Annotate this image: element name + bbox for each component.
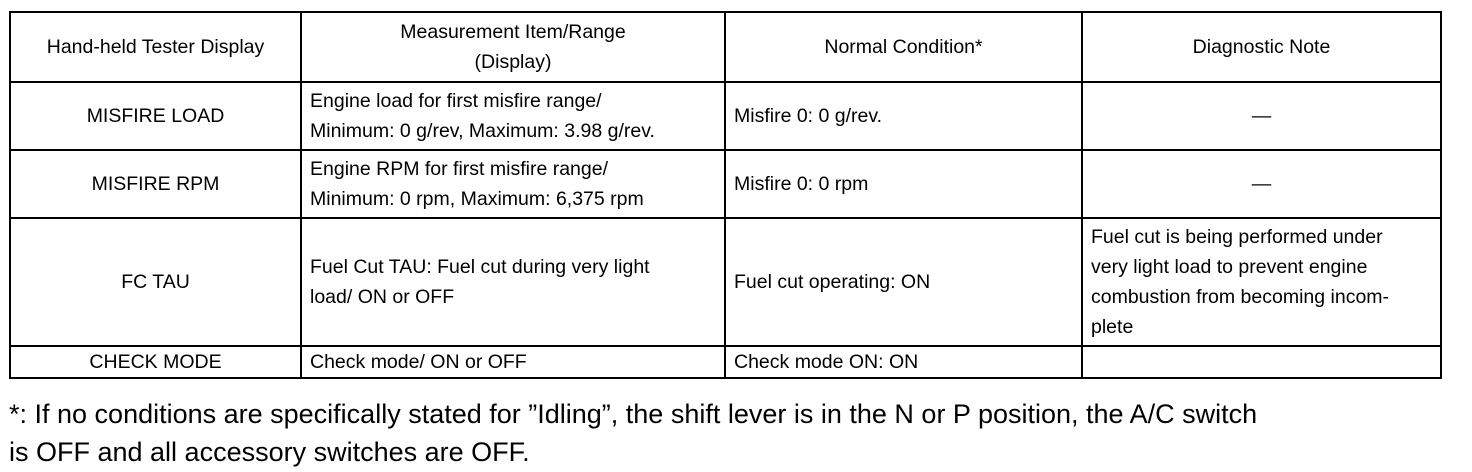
cell-display: FC TAU: [10, 218, 301, 346]
header-normal-condition: [725, 12, 1082, 82]
cell-note: —: [1082, 150, 1441, 218]
header-normal-condition-text: Normal Condition*: [824, 36, 983, 58]
cell-normal: Check mode ON: ON: [725, 346, 1082, 378]
cell-display: CHECK MODE: [10, 346, 301, 378]
cell-normal: Fuel cut operating: ON: [725, 218, 1082, 346]
header-tester-display: [10, 12, 301, 82]
cell-measurement: Check mode/ ON or OFF: [301, 346, 725, 378]
table-row: [10, 82, 1441, 150]
cell-note: —: [1082, 82, 1441, 150]
table-row: [10, 218, 1441, 346]
cell-measurement: Engine RPM for first misfire range/ Minimum: 0 rpm, Maximum: 6,375 rpm: [301, 150, 725, 218]
header-tester-display-text: Hand-held Tester Display: [46, 36, 265, 58]
header-diagnostic-note-text: Diagnostic Note: [1192, 36, 1331, 58]
cell-normal: Misfire 0: 0 g/rev.: [725, 82, 1082, 150]
cell-display: MISFIRE RPM: [10, 150, 301, 218]
table-row: [10, 150, 1441, 218]
footnote: *: If no conditions are specifically stated for ”Idling”, the shift lever is in the N or P position, the A/C switch is OFF and all accessory switches are OFF.: [9, 399, 1258, 467]
cell-display: MISFIRE LOAD: [10, 82, 301, 150]
cell-note: [1082, 346, 1441, 378]
tester-data-table: [9, 11, 1442, 379]
cell-normal: Misfire 0: 0 rpm: [725, 150, 1082, 218]
table-header-row: [10, 12, 1441, 82]
cell-measurement: Engine load for first misfire range/ Minimum: 0 g/rev, Maximum: 3.98 g/rev.: [301, 82, 725, 150]
header-measurement-item: [301, 12, 725, 82]
header-measurement-item-text: Measurement Item/Range (Display): [400, 21, 626, 73]
header-diagnostic-note: [1082, 12, 1441, 82]
cell-measurement: Fuel Cut TAU: Fuel cut during very light load/ ON or OFF: [301, 218, 725, 346]
table-row: [10, 346, 1441, 378]
cell-note: Fuel cut is being performed under very light load to prevent engine combustion from becoming incom- plete: [1082, 218, 1441, 346]
